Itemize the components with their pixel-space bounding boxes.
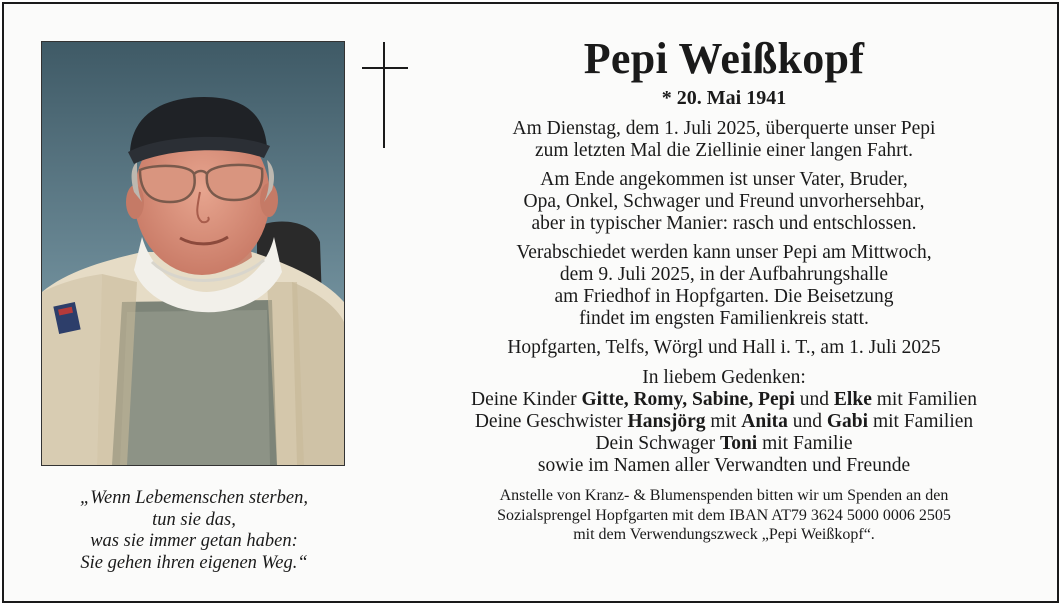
text-line: dem 9. Juli 2025, in der Aufbahrungshalle <box>559 264 889 285</box>
birth-date: * 20. Mai 1941 <box>661 87 787 109</box>
text-line: findet im engsten Familienkreis statt. <box>579 308 869 329</box>
text-line: aber in typischer Manier: rasch und entschlossen. <box>531 213 917 234</box>
tribute-paragraph <box>424 169 1024 235</box>
family-inlaw-line: Dein Schwager Toni mit Familie <box>595 433 853 454</box>
quote-line: Sie gehen ihren eigenen Weg.“ <box>80 552 308 573</box>
family-closing: sowie im Namen aller Verwandten und Freunde <box>537 455 911 476</box>
portrait-photo <box>41 41 345 466</box>
obituary-text <box>424 30 1024 545</box>
text-line: Verabschiedet werden kann unser Pepi am Mittwoch, <box>516 242 932 263</box>
announcement-paragraph <box>424 118 1024 162</box>
family-siblings-line: Deine Geschwister Hansjörg mit Anita und Gabi mit Familien <box>474 411 974 432</box>
cross-icon <box>362 42 408 148</box>
quote <box>24 488 364 574</box>
text-line: Anstelle von Kranz- & Blumenspenden bitten wir um Spenden an den <box>499 487 949 504</box>
text-line: am Friedhof in Hopfgarten. Die Beisetzung <box>554 286 894 307</box>
quote-line: tun sie das, <box>152 509 236 530</box>
farewell-paragraph <box>424 242 1024 330</box>
quote-line: „Wenn Lebemenschen sterben, <box>80 488 308 508</box>
text-line: Am Ende angekommen ist unser Vater, Bruder, <box>540 169 908 190</box>
text-line: Hopfgarten, Telfs, Wörgl und Hall i. T., am 1. Juli 2025 <box>507 337 941 358</box>
text-line: zum letzten Mal die Ziellinie einer langen Fahrt. <box>535 140 913 161</box>
quote-line: was sie immer getan haben: <box>90 531 298 551</box>
family-signatures <box>424 367 1024 477</box>
place-date-line <box>424 337 1024 359</box>
text-line: Opa, Onkel, Schwager und Freund unvorhersehbar, <box>523 191 925 212</box>
obituary-card <box>2 2 1059 603</box>
text-line: Sozialsprengel Hopfgarten mit dem IBAN AT79 3624 5000 0006 2505 <box>497 506 951 524</box>
family-intro: In liebem Gedenken: <box>642 367 806 388</box>
text-line: mit dem Verwendungszweck „Pepi Weißkopf“. <box>573 526 875 543</box>
text-line: Am Dienstag, dem 1. Juli 2025, überquerte unser Pepi <box>512 118 936 139</box>
donation-notice <box>424 486 1024 545</box>
deceased-name: Pepi Weißkopf <box>583 34 865 83</box>
family-kids-line: Deine Kinder Gitte, Romy, Sabine, Pepi und Elke mit Familien <box>471 389 977 410</box>
